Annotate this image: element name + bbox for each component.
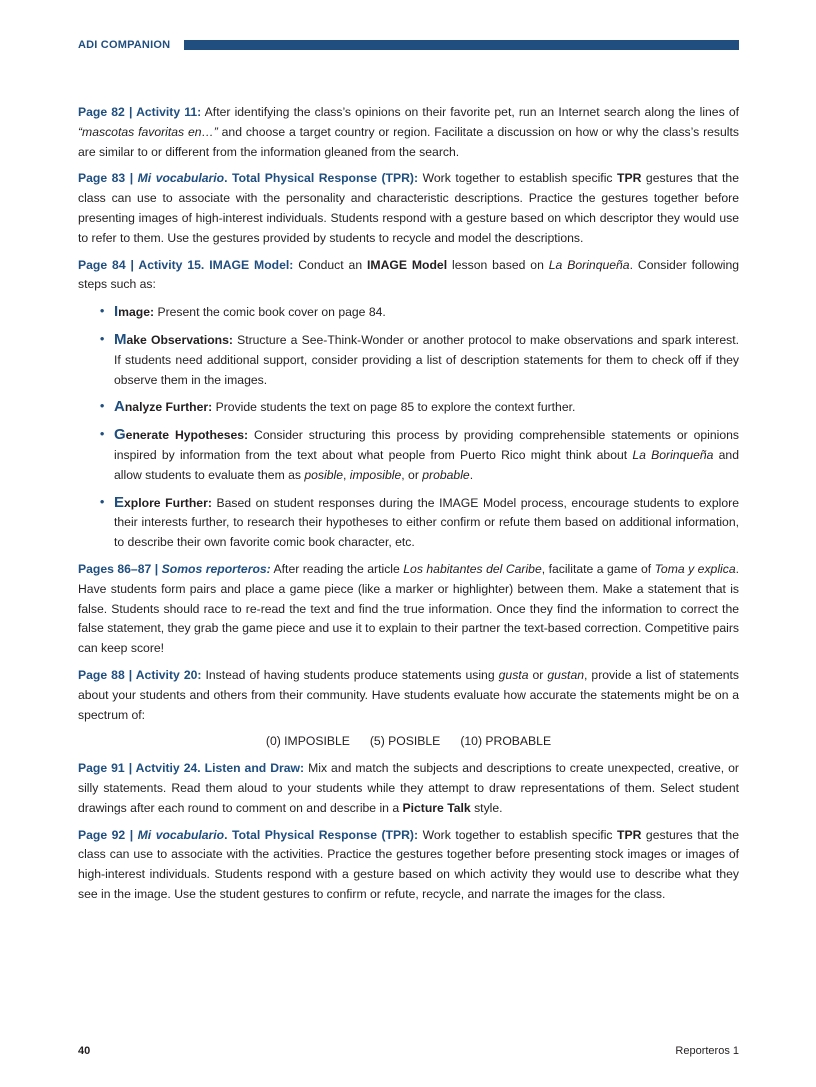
activity-page-92	[78, 826, 739, 905]
heading-italic: Mi vocabulario	[137, 171, 225, 186]
header-rule	[184, 40, 739, 50]
activity-page-83	[78, 169, 739, 248]
step-italic: probable	[422, 467, 470, 482]
activity-page-82	[78, 103, 739, 162]
paragraph-italic: La Borinqueña	[548, 257, 630, 272]
step-initial: E	[114, 493, 125, 511]
activity-heading: Page 82 | Activity 11:	[78, 105, 202, 119]
paragraph-text: gestures that the class can use to associate with the personality and characteristic descriptions. Practice the gestures together before presenting images of high-interest individuals. Students respond with a gesture based on which descriptor they would use to refer to them. Use the gestures provided by students to recycle and model the descriptions.	[78, 171, 739, 245]
image-model-steps	[78, 302, 739, 553]
paragraph-text: Mix and match the subjects and descriptions to create unexpected, creative, or silly statements. Read them aloud to your students while they attempt to draw representations of them. Select student drawings after each round to comment on and describe in a	[78, 761, 739, 815]
step-initial: I	[114, 303, 119, 321]
paragraph-text: , facilitate a game of	[541, 561, 655, 576]
list-item	[78, 493, 739, 553]
activity-heading	[78, 828, 418, 842]
step-label: mage:	[118, 305, 155, 320]
step-text: Provide students the text on page 85 to explore the context further.	[212, 400, 576, 415]
activity-heading	[78, 562, 271, 576]
step-text: Structure a See-Think-Wonder or another protocol to make observations and spark interest. If students need additional support, consider providing a list of description statements for them to check off if they observe them in the images.	[114, 332, 739, 387]
activity-heading: Page 88 | Activity 20:	[78, 667, 202, 682]
step-text: Based on student responses during the IMAGE Model process, encourage students to explore their interests further, to research their hypotheses to either confirm or refute them based on additional information, to describe their own favorite comic book character, etc.	[114, 495, 739, 550]
evaluation-spectrum	[78, 732, 739, 752]
step-italic: La Borinqueña	[632, 447, 714, 462]
list-item	[78, 330, 739, 390]
paragraph-text: . Have students form pairs and place a game piece (like a marker or highlighter) between them. Make a statement that is false. Students should race to re-read the text and find the true information. Once they find the information to correct the false statement, they grab the game piece and use it to explain to their partner the text-based correction. Competitive pairs can keep score!	[78, 561, 739, 656]
page-number: 40	[78, 1045, 91, 1057]
heading-part: Pages 86–87 |	[78, 561, 162, 576]
paragraph-text: Conduct an	[293, 257, 368, 272]
bullet-icon: •	[100, 494, 105, 509]
paragraph-text: After reading the article	[270, 561, 404, 576]
header-label: ADI COMPANION	[78, 39, 171, 51]
step-italic: posible	[304, 467, 343, 482]
book-title: Reporteros 1	[675, 1045, 739, 1057]
spectrum-impossible: (0) IMPOSIBLE	[265, 734, 350, 749]
activity-page-84	[78, 256, 739, 296]
heading-part: . Total Physical Response (TPR):	[224, 827, 419, 842]
list-item	[78, 397, 739, 418]
heading-italic: Somos reporteros:	[161, 561, 271, 576]
paragraph-text: and choose a target country or region. Facilitate a discussion on how or why the class’s results are similar to or different from the information gleaned from the search.	[78, 124, 739, 159]
activity-heading	[78, 171, 418, 185]
step-label: enerate Hypotheses:	[125, 428, 249, 443]
heading-part: Page 92 |	[78, 827, 138, 842]
spectrum-probable: (10) PROBABLE	[460, 734, 552, 749]
activity-page-88	[78, 666, 739, 725]
activity-page-91	[78, 759, 739, 818]
step-text: Present the comic book cover on page 84.	[154, 305, 386, 320]
step-initial: G	[114, 426, 126, 444]
paragraph-italic: gustan	[547, 667, 584, 682]
paragraph-italic: Toma y explica	[654, 561, 736, 576]
paragraph-text: or	[528, 667, 548, 682]
paragraph-text: After identifying the class’s opinions on their favorite pet, run an Internet search along the lines of	[201, 105, 739, 119]
paragraph-bold: TPR	[617, 171, 642, 186]
paragraph-text: Work together to establish specific	[418, 171, 618, 186]
paragraph-italic: Los habitantes del Caribe	[403, 561, 542, 576]
bullet-icon: •	[100, 331, 105, 346]
step-initial: A	[114, 398, 125, 416]
bullet-icon: •	[100, 304, 105, 319]
step-initial: M	[114, 330, 127, 348]
heading-part: Page 83 |	[78, 171, 138, 186]
spectrum-possible: (5) POSIBLE	[369, 734, 441, 749]
step-label: xplore Further:	[124, 495, 212, 510]
paragraph-text: style.	[470, 800, 503, 815]
page-content	[78, 103, 739, 912]
paragraph-italic: “mascotas favoritas en…”	[78, 124, 218, 139]
paragraph-text: Instead of having students produce statements using	[201, 667, 499, 682]
paragraph-bold: IMAGE Model	[367, 257, 448, 272]
paragraph-text: Work together to establish specific	[418, 827, 618, 842]
paragraph-italic: gusta	[498, 667, 529, 682]
paragraph-bold: Picture Talk	[402, 800, 471, 815]
step-text: , or	[401, 467, 423, 482]
activity-heading: Page 91 | Actvitiy 24. Listen and Draw:	[78, 761, 305, 776]
list-item	[78, 425, 739, 485]
step-text: ,	[343, 467, 350, 482]
page-header	[78, 38, 739, 52]
paragraph-bold: TPR	[617, 827, 642, 842]
heading-italic: Mi vocabulario	[137, 827, 225, 842]
paragraph-text: . Consider following steps such as:	[78, 257, 740, 292]
step-text: Consider structuring this process by providing comprehensible statements or opinions inspired by information from the text about what people from Puerto Rico might think about	[114, 428, 739, 462]
list-item	[78, 302, 739, 323]
step-label: nalyze Further:	[124, 400, 213, 415]
paragraph-text: lesson based on	[447, 257, 549, 272]
step-text: .	[469, 467, 474, 482]
step-text: and allow students to evaluate them as	[114, 447, 739, 482]
paragraph-text: gestures that the class can use to associate with the activities. Practice the gestures together before presenting stock images or images of high-interest individuals. Students respond with a gesture based on which activity they would use to describe what they see in the image. Use the student gestures to confirm or refute, recycle, and narrate the images for the class.	[78, 827, 739, 901]
bullet-icon: •	[100, 399, 105, 414]
bullet-icon: •	[100, 427, 105, 442]
activity-heading: Page 84 | Activity 15. IMAGE Model:	[78, 257, 294, 272]
step-label: ake Observations:	[126, 332, 233, 347]
heading-part: . Total Physical Response (TPR):	[224, 171, 419, 186]
paragraph-text: , provide a list of statements about your students and others from their community. Have students evaluate how accurate the statements might be on a spectrum of:	[78, 667, 739, 722]
activity-pages-86-87	[78, 560, 739, 659]
step-italic: imposible	[349, 467, 402, 482]
